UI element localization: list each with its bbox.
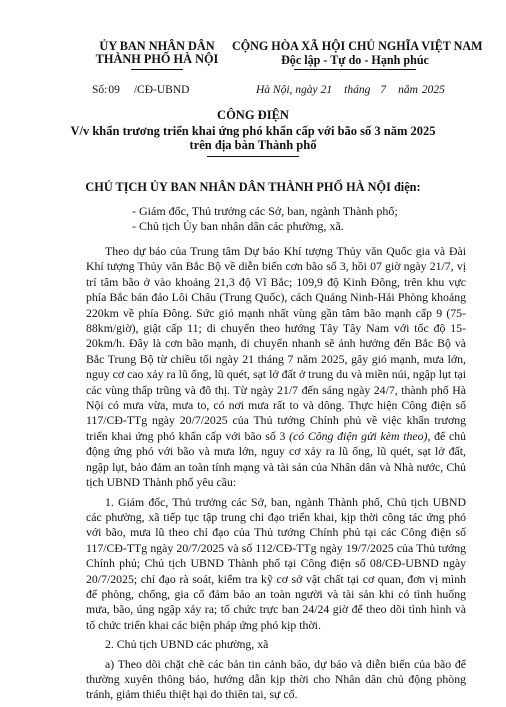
document-body: [86, 244, 466, 707]
subject-line-2: trên địa bàn Thành phố: [189, 138, 317, 152]
date-month-label: tháng: [344, 84, 371, 96]
para1-text-b: , để chủ động ứng phó với bão và mưa lớn, nguy cơ xảy ra lũ ống, lũ quét, sạt lở đất, ngập lụt, bảo đảm an toàn tính mạng và tài sản của Nhân dân và Nhà nước, Chủ tịch UBND Thành phố yêu cầu:: [86, 428, 466, 490]
para1-attachment-note: (có Công điện gửi kèm theo): [289, 428, 428, 443]
doc-number-prefix: Số:: [92, 84, 108, 96]
nation-name: CỘNG HÒA XÃ HỘI CHỦ NGHĨA VIỆT NAM: [232, 39, 483, 53]
subject-line-1: V/v khẩn trương triển khai ứng phó khẩn cấp với bão số 3 năm 2025: [70, 124, 436, 138]
motto-underline: [294, 69, 416, 70]
para1-text-a: Theo dự báo của Trung tâm Dự báo Khí tượng Thủy văn Quốc gia và Đài Khí tượng Thủy văn Bắc Bộ về diễn biến cơn bão số 3, hồi 07 giờ ngày 21/7, vị trí tâm bão ở vào khoảng 21,3 độ Vĩ Bắc; 109,9 độ Kinh Đông, trên khu vực phía Bắc bán đảo Lôi Châu (Trung Quốc), cách Quảng Ninh-Hải Phòng khoảng 220km về phía Đông. Sức gió mạnh nhất vùng gần tâm bão mạnh cấp 9 (75-88km/giờ), giật cấp 11; di chuyển theo hướng Tây Tây Nam với tốc độ 15-20km/h. Đây là cơn bão mạnh, di chuyển nhanh sẽ ảnh hưởng đến Bắc Bộ và Bắc Trung Bộ từ chiều tối ngày 21 tháng 7 năm 2025, gây gió mạnh, mưa lớn, nguy cơ cao xảy ra lũ ống, lũ quét, sạt lở đất ở trung du và miền núi, ngập lụt tại các vùng thấp trũng và đô thị. Từ ngày 21/7 đến sáng ngày 24/7, thành phố Hà Nội có mưa vừa, mưa to, có nơi mưa rất to và dông. Thực hiện Công điện số 117/CĐ-TTg ngày 20/7/2025 của Thủ tướng Chính phủ về việc khẩn trương triển khai ứng phó khẩn cấp với bão số 3: [86, 244, 466, 443]
recipient-item: - Chủ tịch Ủy ban nhân dân các phường, xã.: [132, 219, 344, 233]
recipient-item: - Giám đốc, Thủ trưởng các Sở, ban, ngành Thành phố;: [132, 204, 398, 218]
date-month: 7: [380, 84, 387, 96]
agency-underline: [131, 69, 183, 70]
addressee-line: CHỦ TỊCH ỦY BAN NHÂN DÂN THÀNH PHỐ HÀ NỘI điện:: [85, 180, 421, 194]
date-year-label: năm: [398, 84, 418, 96]
motto: Độc lập - Tự do - Hạnh phúc: [281, 53, 429, 67]
body-paragraph-4: a) Theo dõi chặt chẽ các bản tin cảnh báo, dự báo và diễn biến của bão để thường xuyên thông báo, hướng dẫn kịp thời cho Nhân dân chủ động phòng tránh, giảm thiểu thiệt hại do thiên tai, sự cố.: [86, 656, 466, 702]
document-date: [256, 84, 445, 96]
document-number: [92, 84, 189, 96]
national-motto: [232, 39, 483, 70]
issuing-agency: [84, 40, 230, 70]
doc-number-value: 09: [108, 84, 120, 96]
body-paragraph-2: 1. Giám đốc, Thủ trưởng các Sở, ban, ngành Thành phố, Chủ tịch UBND các phường, xã tiếp tục tập trung chỉ đạo triển khai, kịp thời công tác ứng phó với bão, mưa lũ theo chỉ đạo của Thủ tướng Chính phủ tại các Công điện số 117/CĐ-TTg ngày 20/7/2025 và số 112/CĐ-TTg ngày 19/7/2025 của Thủ tướng Chính phủ; Chủ tịch UBND Thành phố tại Công điện số 08/CĐ-UBND ngày 20/7/2025; chỉ đạo rà soát, kiểm tra kỹ cơ sở vật chất tại cơ quan, đơn vị mình để phòng, chống, gia cố đảm bảo an toàn người và tài sản khi có tình huống mưa, bão, úng ngập xảy ra; tổ chức trực ban 24/24 giờ để theo dõi tình hình và tổ chức triển khai các biện pháp ứng phó kịp thời.: [86, 494, 466, 632]
title-underline: [207, 156, 299, 157]
agency-line-2: THÀNH PHỐ HÀ NỘI: [95, 52, 219, 66]
body-paragraph-3: 2. Chủ tịch UBND các phường, xã: [105, 637, 269, 652]
body-paragraph-1: [86, 244, 466, 491]
doc-number-suffix: /CĐ-UBND: [133, 84, 190, 96]
date-year: 2025: [421, 84, 445, 96]
recipient-list: [132, 204, 398, 234]
document-type: CÔNG ĐIỆN: [217, 108, 289, 122]
agency-line-1: ỦY BAN NHÂN DÂN: [99, 39, 215, 53]
date-place: Hà Nội, ngày: [256, 84, 318, 96]
date-day: 21: [320, 84, 333, 96]
